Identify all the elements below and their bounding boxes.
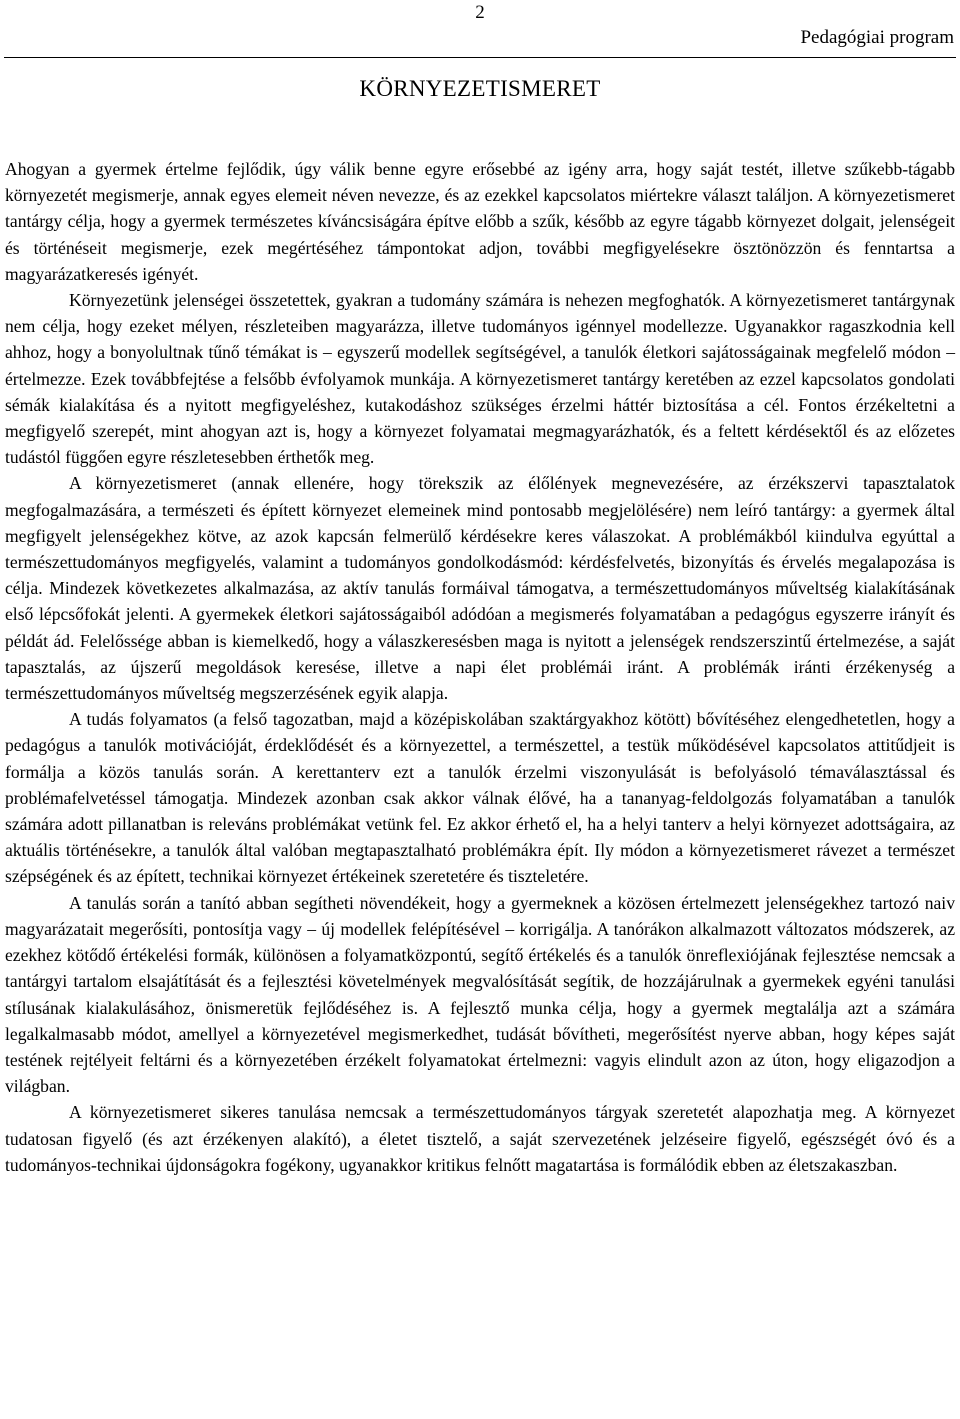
paragraph-successful-learning: A környezetismeret sikeres tanulása nemcsak a természettudományos tárgyak szeretetét alapozhatja meg. A környezet tudatosan figyelő (és azt érzékenyen alakító), a életet tisztelő, a saját szervezetének jelzéseire figyelő, egészségét óvó és a tudományos-technikai újdonságokra fogékony, ugyanakkor kritikus felnőtt magatartása is formálódik ebben az életszakaszban. bbox=[5, 1102, 955, 1175]
document-body bbox=[5, 156, 955, 1178]
paragraph-knowledge-expansion: A tudás folyamatos (a felső tagozatban, majd a középiskolában szaktárgyakhoz kötött) bővítéséhez elengedhetetlen, hogy a pedagógus a tanulók motivációját, érdeklődését és a környezettel, a természettel, a testük működésével kapcsolatos attitűdjeit is formálja a közös tanulás során. A kerettanterv ezt a tanulók érzelmi viszonyulását is befolyásoló témaválasztással és problémafelvetéssel támogatja. Mindezek azonban csak akkor válnak élővé, ha a tananyag-feldolgozás folyamatában a tanulók számára adott pillanatban is releváns problémákat vetünk fel. Ez akkor érhető el, ha a helyi tanterv a helyi környezet adottságaira, az aktuális történésekre, a tanulók által valóban megtapasztalható problémákra épít. Ily módon a környezetismeret rávezet a természet szépségének és az épített, technikai környezet értékeinek szeretetére és tiszteletére. bbox=[5, 709, 955, 887]
header-divider bbox=[4, 57, 956, 58]
running-header-title: Pedagógiai program bbox=[800, 27, 954, 48]
paragraph-intro: Ahogyan a gyermek értelme fejlődik, úgy válik benne egyre erősebbé az igény arra, hogy saját testét, illetve szűkebb-tágabb környezetét megismerje, annak egyes elemeit néven nevezze, és az ezekkel kapcsolatos miértekre választ találjon. A környezetismeret tantárgy célja, hogy a gyermek természetes kíváncsiságára építve előbb a szűk, később az egyre tágabb környezet dolgait, jelenségeit és történéseit megismerje, ezek megértéséhez támpontokat adjon, további megfigyelésekre ösztönözzön és fenntartsa a magyarázatkeresés igényét. bbox=[5, 159, 955, 284]
paragraph-phenomena: Környezetünk jelenségei összetettek, gyakran a tudomány számára is nehezen megfoghatók. A környezetismeret tantárgynak nem célja, hogy ezeket mélyen, részleteiben magyarázza, illetve tudományos igénnyel modellezze. Ugyanakkor ragaszkodnia kell ahhoz, hogy a bonyolultnak tűnő témákat is – egyszerű modellek segítségével, a tanulók életkori sajátosságainak megfelelő módon – értelmezze. Ezek továbbfejtése a felsőbb évfolyamok munkája. A környezetismeret tantárgy keretében az ezzel kapcsolatos gondolati sémák kialakítása és a nyitott megfigyeléshez, kutakodáshoz szükséges érzelmi háttér biztosítása a cél. Fontos érzékeltetni a megfigyelő szerepét, mint ahogyan azt is, hogy a környezet folyamatai megmagyarázhatók, és a feltett kérdésektől és az előzetes tudástól függően egyre részletesebben érthetők meg. bbox=[5, 290, 955, 468]
page-title: KÖRNYEZETISMERET bbox=[359, 76, 601, 101]
page-number: 2 bbox=[475, 2, 485, 23]
paragraph-learning-process: A tanulás során a tanító abban segítheti növendékeit, hogy a gyermeknek a közösen értelmezett jelenségekhez tartozó naiv magyarázatait megerősíti, pontosítja vagy – új modellek felépítésével – korrigálja. A tanórákon alkalmazott változatos módszerek, az ezekhez kötődő értékelési formák, különösen a folyamatközpontú, segítő értékelés és a tanulók önreflexiójának fejlesztése nemcsak a tantárgyi tartalom elsajátítását és a fejlesztési követelmények megvalósítását segítik, de hozzájárulnak a gyermekek egyéni tanulási stílusának kialakulásához, önismeretük fejlődéséhez is. A fejlesztő munka célja, hogy a gyermek megtalálja azt a számára legalkalmasabb módot, amellyel a környezetével megismerkedhet, tudását bővítheti, megerősítést nyerve abban, hogy képes saját testének rejtélyeit feltárni és a környezetében érzékelt folyamatokat értelmezni: vagyis elindult azon az úton, hogy eligazodjon a világban. bbox=[5, 892, 955, 1097]
paragraph-not-descriptive: A környezetismeret (annak ellenére, hogy törekszik az élőlények megnevezésére, az érzékszervi tapasztalatok megfogalmazására, a természeti és épített környezet elemeinek mind pontosabb megjelölésére) nem leíró tantárgy: a gyermek által megfigyelt jelenségekhez kötve, az azok kapcsán felmerülő kérdésekre keres válaszokat. A problémákból kiindulva egyúttal a természettudományos megfigyelés, valamint a tudományos gondolkodásmód: kérdésfelvetés, bizonyítás és érvelés megalapozása is célja. Mindezek következetes alkalmazása, az aktív tanulás formáival támogatva, a természettudományos műveltség kialakításának első lépcsőfokát jelenti. A gyermekek életkori sajátosságaiból adódóan a megismerés folyamatában a pedagógus egyszerre irányít és példát ád. Felelőssége abban is kiemelkedő, hogy a válaszkeresésben maga is nyitott a jelenségek rendszerszintű értelmezése, a saját tapasztalás, az újszerű megoldások keresése, illetve a napi élet problémái iránt. A problémák iránti érzékenység a természettudományos műveltség megszerzésének egyik alapja. bbox=[5, 473, 955, 704]
